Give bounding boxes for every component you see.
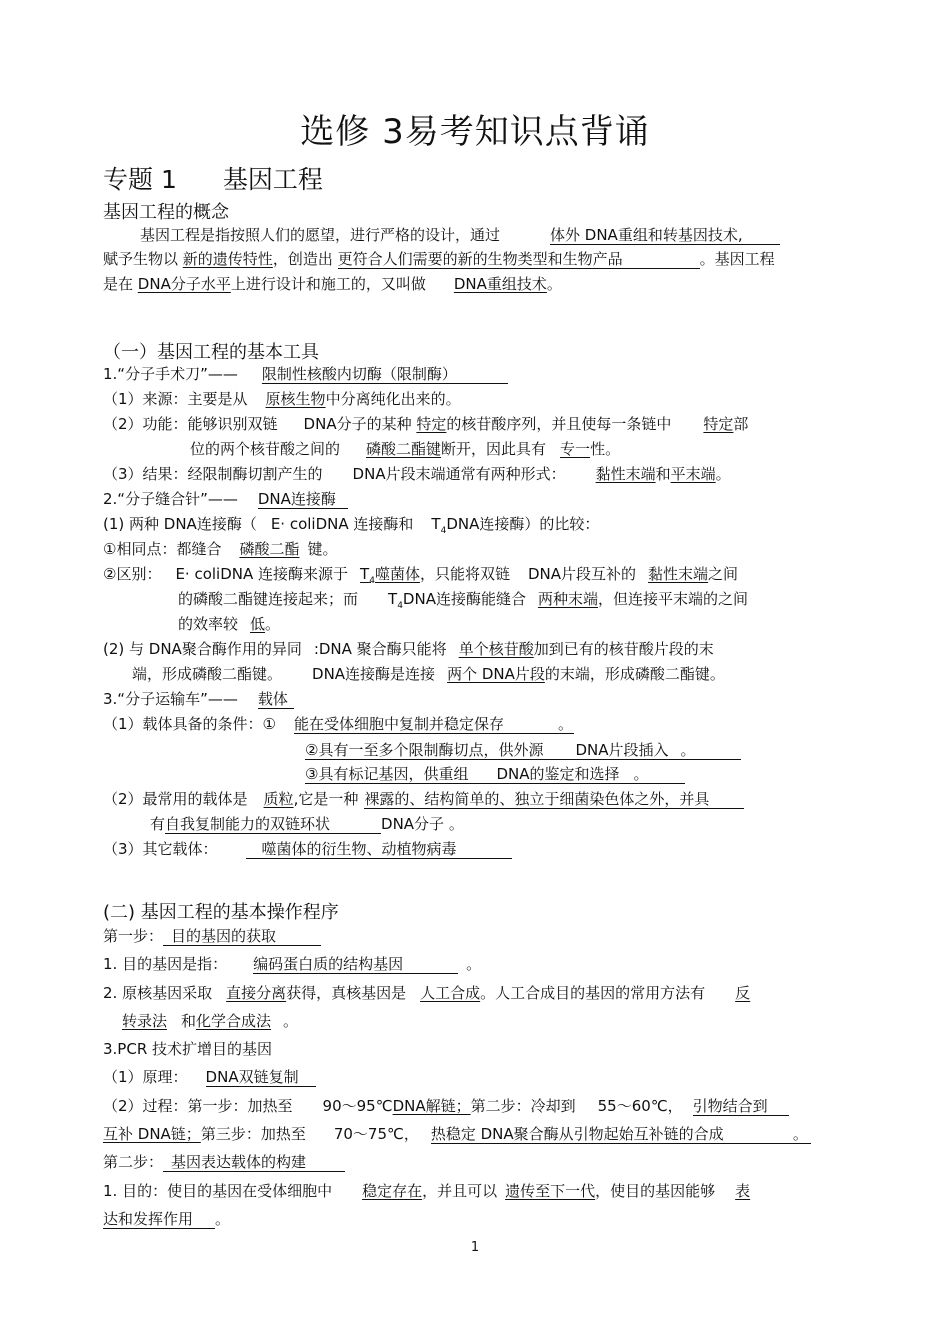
page-title: 选修 3易考知识点背诵 — [300, 112, 650, 152]
line: 第一步： 目的基因的获取 — [103, 926, 321, 946]
blank: 体外 DNA重组和转基因技术, — [550, 226, 780, 245]
line: 1. 目的：使目的基因在受体细胞中 稳定存在，并且可以 遗传至下一代，使目的基因能够 表 — [103, 1182, 751, 1200]
line: （1）原理： DNA双链复制 — [103, 1067, 316, 1087]
line: （2）最常用的载体是 质粒,它是一种 裸露的、结构简单的、独立于细菌染色体之外，并具 — [103, 789, 744, 809]
line: ②具有一至多个限制酶切点，供外源 DNA片段插入 。 — [305, 740, 741, 760]
concept-line-1: 基因工程是指按照人们的愿望，进行严格的设计，通过 体外 DNA重组和转基因技术, — [140, 225, 780, 245]
concept-line-3: 是在 DNA分子水平上进行设计和施工的，又叫做 DNA重组技术。 — [103, 275, 562, 293]
line: 达和发挥作用 。 — [103, 1210, 231, 1228]
line: （3）结果：经限制酶切割产生的 DNA片段末端通常有两种形式： 黏性末端和平末端。 — [103, 465, 731, 483]
topic-label: 专题 1 — [103, 165, 177, 194]
section-tools-heading: （一）基因工程的基本工具 — [103, 342, 319, 363]
line: （1）载体具备的条件：① 能在受体细胞中复制并稳定保存 。 — [103, 715, 574, 733]
section-procedure-heading: (二) 基因工程的基本操作程序 — [103, 902, 339, 923]
line: 3.PCR 技术扩增目的基因 — [103, 1040, 273, 1058]
line: ③具有标记基因，供重组 DNA的鉴定和选择 。 — [305, 764, 685, 784]
blank: 更符合人们需要的新的生物类型和生物产品 — [338, 250, 700, 269]
topic-heading — [103, 160, 323, 196]
blank: 新的遗传特性 — [182, 250, 273, 268]
line: (2) 与 DNA聚合酶作用的异同 :DNA 聚合酶只能将 单个核苷酸加到已有的核苷酸片段的末 — [103, 640, 714, 658]
line: （3）其它载体： 噬菌体的衍生物、动植物病毒 — [103, 839, 512, 859]
line: 的效率较 低。 — [178, 615, 281, 633]
line: 2.“分子缝合针”—— DNA连接酶 — [103, 489, 348, 509]
line: 位的两个核苷酸之间的 磷酸二酯键断开，因此具有 专一性。 — [190, 440, 621, 458]
blank: DNA重组技术 — [453, 275, 547, 293]
line: 1.“分子手术刀”—— 限制性核酸内切酶（限制酶） — [103, 364, 508, 384]
page-number: 1 — [470, 1240, 480, 1255]
concept-heading: 基因工程的概念 — [103, 202, 229, 223]
concept-line-2: 赋予生物以 新的遗传特性，创造出 更符合人们需要的新的生物类型和生物产品 。基因工程 — [103, 250, 775, 268]
line: 3.“分子运输车”—— 载体 — [103, 689, 294, 709]
line: （2）过程：第一步：加热至 90～95℃DNA解链；第二步：冷却到 55～60℃， 引物结合到 — [103, 1096, 789, 1116]
line: 互补 DNA链；第三步：加热至 70～75℃， 热稳定 DNA聚合酶从引物起始互补链的合成 。 — [103, 1124, 808, 1144]
line: 有自我复制能力的双链环状 DNA分子 。 — [150, 815, 464, 833]
blank: DNA分子水平 — [137, 275, 231, 293]
line: （1）来源：主要是从 原核生物中分离纯化出来的。 — [103, 390, 461, 408]
line: 转录法 和化学合成法 。 — [122, 1012, 299, 1030]
line: 第二步： 基因表达载体的构建 — [103, 1152, 345, 1172]
topic-name: 基因工程 — [222, 165, 323, 194]
line: (1) 两种 DNA连接酶（ E· coliDNA 连接酶和 $T_4DNA$连接酶）的比较： — [103, 515, 600, 536]
line: 的磷酸二酯键连接起来；而 $T_4DNA$连接酶能缝合 两种末端，但连接平末端的之间 — [178, 590, 748, 611]
line: ②区别： E· coliDNA 连接酶来源于 $T_4$噬菌体，只能将双链 DNA片段互补的 黏性末端之间 — [103, 565, 739, 586]
line: 2. 原核基因采取 直接分离获得，真核基因是 人工合成。人工合成目的基因的常用方法有 反 — [103, 984, 751, 1002]
line: 1. 目的基因是指： 编码蛋白质的结构基因 。 — [103, 955, 482, 973]
line: ①相同点：都缝合 磷酸二酯 键。 — [103, 540, 338, 558]
line: （2）功能：能够识别双链 DNA分子的某种 特定的核苷酸序列，并且使每一条链中 特定部 — [103, 415, 749, 433]
line: 端，形成磷酸二酯键。 DNA连接酶是连接 两个 DNA片段的末端，形成磷酸二酯键。 — [132, 665, 725, 683]
